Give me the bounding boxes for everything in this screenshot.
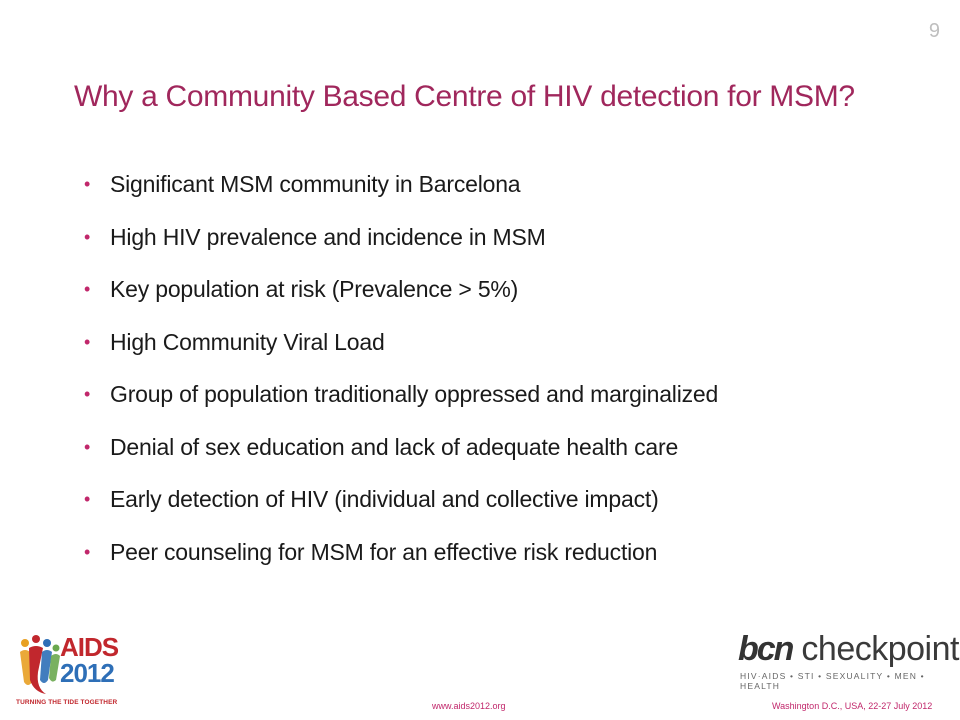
list-item — [84, 480, 904, 533]
bullet-icon: • — [84, 489, 91, 509]
aids-logo-tagline: TURNING THE TIDE TOGETHER — [16, 699, 118, 706]
list-item — [84, 218, 904, 271]
bullet-icon: • — [84, 279, 91, 299]
aids-logo-year: 2012 — [60, 658, 114, 688]
bcn-logo-tagline: HIV·AIDS • STI • SEXUALITY • MEN • HEALTH — [740, 671, 925, 691]
bullet-text: High Community Viral Load — [110, 328, 385, 355]
bullet-list — [84, 165, 904, 585]
list-item — [84, 323, 904, 376]
bullet-icon: • — [84, 331, 91, 352]
list-item — [84, 428, 904, 481]
bullet-text: High HIV prevalence and incidence in MSM — [110, 223, 546, 250]
footer-url-link[interactable]: www.aids2012.org — [432, 701, 506, 711]
list-item — [84, 533, 904, 586]
aids-logo-word: AIDS — [60, 632, 119, 662]
bullet-text: Group of population traditionally oppressed and marginalized — [110, 381, 719, 407]
list-item — [84, 270, 904, 323]
bullet-icon: • — [84, 436, 91, 457]
bullet-text: Early detection of HIV (individual and collective impact) — [110, 486, 659, 512]
bullet-text: Key population at risk (Prevalence > 5%) — [110, 276, 519, 302]
bcn-logo-bcn: bcn — [738, 630, 793, 668]
bcn-logo-checkpoint: checkpoint — [801, 630, 959, 668]
bullet-icon: • — [84, 384, 91, 404]
bullet-icon: • — [84, 226, 91, 247]
bullet-icon: • — [84, 541, 91, 562]
bullet-text: Significant MSM community in Barcelona — [110, 171, 521, 197]
bullet-icon: • — [84, 174, 91, 194]
footer-event-text: Washington D.C., USA, 22-27 July 2012 — [772, 701, 933, 711]
bullet-text: Denial of sex education and lack of adequate health care — [110, 433, 679, 460]
bcn-checkpoint-logo — [738, 630, 959, 669]
list-item — [84, 375, 904, 428]
slide-title: Why a Community Based Centre of HIV detection for MSM? — [74, 80, 855, 113]
bullet-text: Peer counseling for MSM for an effective risk reduction — [110, 538, 658, 565]
page-number: 9 — [928, 20, 940, 42]
list-item — [84, 165, 904, 218]
